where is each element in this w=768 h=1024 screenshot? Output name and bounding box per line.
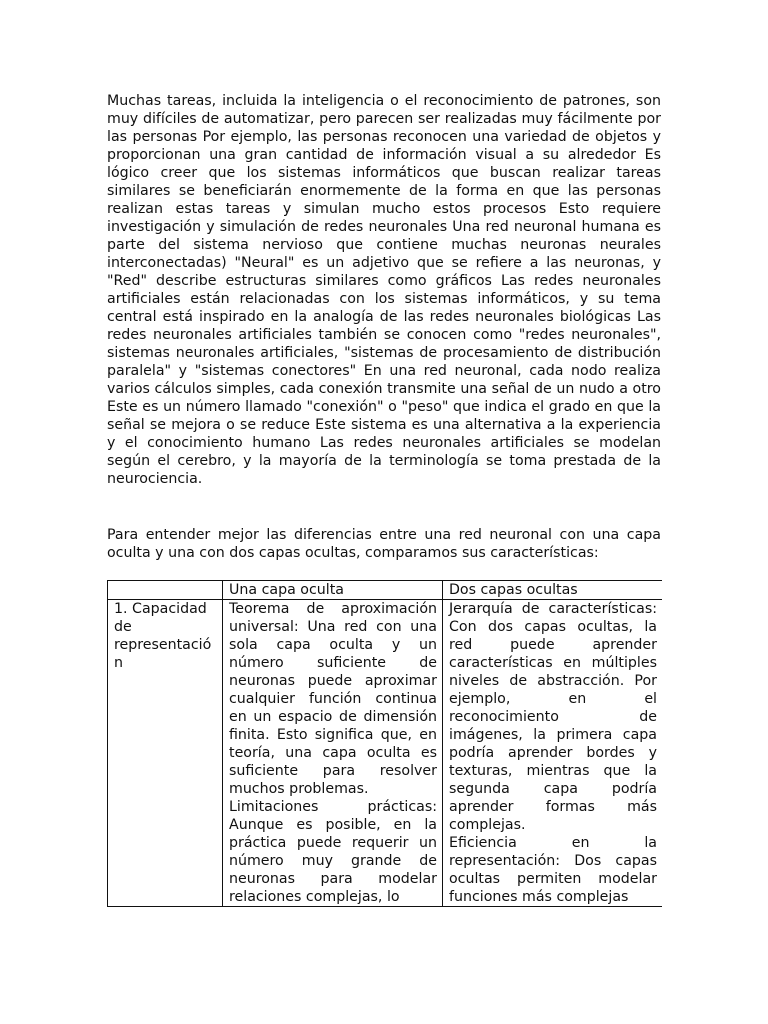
- table-header-two-hidden-layers: Dos capas ocultas: [443, 581, 663, 600]
- table-header-row: [108, 581, 663, 600]
- table-row: [108, 600, 663, 907]
- table-header-cell-empty: [108, 581, 223, 600]
- comparison-table-container: [107, 580, 662, 927]
- cell-paragraph: Jerarquía de características: Con dos capas ocultas, la red puede aprender características en múltiples niveles de abstracción. Por ejemplo, en el reconocimiento de imágenes, la primera capa podría aprender bordes y texturas, mientras que la segunda capa podría aprender formas más complejas.: [449, 601, 657, 833]
- cell-paragraph: Teorema de aproximación universal: Una red con una sola capa oculta y un número suficiente de neuronas puede aproximar cualquier función continua en un espacio de dimensión finita. Esto significa que, en teoría, una capa oculta es suficiente para resolver muchos problemas.: [229, 601, 437, 797]
- cell-paragraph: Limitaciones prácticas: Aunque es posible, en la práctica puede requerir un número muy grande de neuronas para modelar relaciones complejas, lo: [229, 799, 437, 905]
- comparison-intro-paragraph: Para entender mejor las diferencias entre una red neuronal con una capa oculta y una con dos capas ocultas, comparamos sus características:: [107, 527, 661, 561]
- cell-one-hidden-layer: [223, 600, 443, 907]
- table-header-one-hidden-layer: Una capa oculta: [223, 581, 443, 600]
- row-label-representation-capacity: 1. Capacidad de representación: [108, 600, 223, 907]
- cell-paragraph: Eficiencia en la representación: Dos capas ocultas permiten modelar funciones más complejas: [449, 835, 657, 905]
- cell-two-hidden-layers: [443, 600, 663, 907]
- intro-paragraph: Muchas tareas, incluida la inteligencia o el reconocimiento de patrones, son muy difíciles de automatizar, pero parecen ser realizadas muy fácilmente por las personas Por ejemplo, las personas reconocen una variedad de objetos y proporcionan una gran cantidad de información visual a su alrededor Es lógico creer que los sistemas informáticos que buscan realizar tareas similares se beneficiarán enormemente de la forma en que las personas realizan estas tareas y simulan mucho estos procesos Esto requiere investigación y simulación de redes neuronales Una red neuronal humana es parte del sistema nervioso que contiene muchas neuronas neurales interconectadas) "Neural" es un adjetivo que se refiere a las neuronas, y "Red" describe estructuras similares como gráficos Las redes neuronales artificiales están relacionadas con los sistemas informáticos, y su tema central está inspirado en la analogía de las redes neuronales biológicas Las redes neuronales artificiales también se conocen como "redes neuronales", sistemas neuronales artificiales, "sistemas de procesamiento de distribución paralela" y "sistemas conectores" En una red neuronal, cada nodo realiza varios cálculos simples, cada conexión transmite una señal de un nudo a otro Este es un número llamado "conexión" o "peso" que indica el grado en que la señal se mejora o se reduce Este sistema es una alternativa a la experiencia y el conocimiento humano Las redes neuronales artificiales se modelan según el cerebro, y la mayoría de la terminología se toma prestada de la neurociencia.: [107, 93, 661, 487]
- comparison-table: [107, 580, 662, 907]
